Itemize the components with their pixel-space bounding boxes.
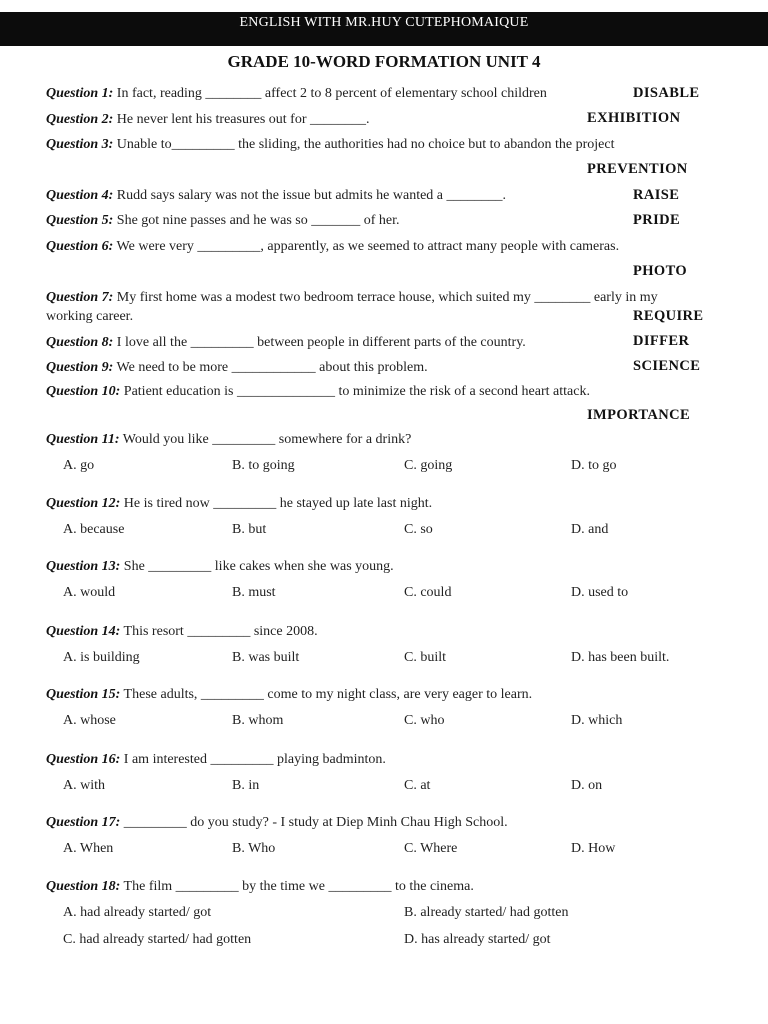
option-a[interactable]: A. had already started/ got bbox=[63, 905, 212, 920]
question-label: Question 6: bbox=[46, 239, 114, 254]
question-text: He never lent his treasures out for ________. bbox=[116, 112, 370, 127]
option-d[interactable]: D. used to bbox=[571, 585, 629, 600]
option-b[interactable]: B. but bbox=[232, 522, 267, 537]
question-label: Question 14: bbox=[46, 624, 121, 639]
question-1 bbox=[46, 85, 547, 103]
question-text: She got nine passes and he was so _______ of her. bbox=[116, 213, 400, 228]
question-text: These adults, _________ come to my night class, are very eager to learn. bbox=[123, 687, 533, 702]
option-b[interactable]: B. in bbox=[232, 778, 260, 793]
question-text: The film _________ by the time we _________ to the cinema. bbox=[123, 879, 474, 894]
option-c[interactable]: C. Where bbox=[404, 841, 458, 856]
option-c[interactable]: C. had already started/ had gotten bbox=[63, 932, 252, 947]
question-label: Question 8: bbox=[46, 335, 114, 350]
question-text: Patient education is ______________ to minimize the risk of a second heart attack. bbox=[123, 384, 590, 399]
keyword: PREVENTION bbox=[587, 161, 688, 177]
option-a[interactable]: A. go bbox=[63, 458, 95, 473]
question-7 bbox=[46, 289, 658, 307]
option-a[interactable]: A. When bbox=[63, 841, 114, 856]
question-4 bbox=[46, 187, 506, 205]
question-label: Question 1: bbox=[46, 86, 114, 101]
question-17 bbox=[46, 814, 508, 832]
question-text: Unable to_________ the sliding, the authorities had no choice but to abandon the project bbox=[116, 137, 615, 152]
option-d[interactable]: D. to go bbox=[571, 458, 617, 473]
question-text: We need to be more ____________ about this problem. bbox=[116, 360, 428, 375]
question-7-continued: working career. bbox=[46, 309, 134, 324]
question-15 bbox=[46, 686, 532, 704]
option-c[interactable]: C. at bbox=[404, 778, 431, 793]
question-9 bbox=[46, 359, 428, 377]
option-b[interactable]: B. whom bbox=[232, 713, 284, 728]
question-label: Question 15: bbox=[46, 687, 121, 702]
option-b[interactable]: B. was built bbox=[232, 650, 300, 665]
question-text: Rudd says salary was not the issue but admits he wanted a ________. bbox=[116, 188, 507, 203]
keyword: DIFFER bbox=[633, 333, 690, 349]
option-c[interactable]: C. so bbox=[404, 522, 433, 537]
question-text: In fact, reading ________ affect 2 to 8 percent of elementary school children bbox=[116, 86, 547, 101]
question-10 bbox=[46, 383, 590, 401]
question-text: _________ do you study? - I study at Diep Minh Chau High School. bbox=[123, 815, 508, 830]
page-title: GRADE 10-WORD FORMATION UNIT 4 bbox=[227, 52, 541, 71]
question-label: Question 17: bbox=[46, 815, 121, 830]
question-label: Question 13: bbox=[46, 559, 121, 574]
question-label: Question 11: bbox=[46, 432, 120, 447]
keyword: PRIDE bbox=[633, 212, 681, 228]
option-d[interactable]: D. How bbox=[571, 841, 616, 856]
question-label: Question 2: bbox=[46, 112, 114, 127]
question-label: Question 9: bbox=[46, 360, 114, 375]
option-b[interactable]: B. already started/ had gotten bbox=[404, 905, 569, 920]
question-label: Question 16: bbox=[46, 752, 121, 767]
question-label: Question 10: bbox=[46, 384, 121, 399]
question-label: Question 12: bbox=[46, 496, 121, 511]
question-label: Question 5: bbox=[46, 213, 114, 228]
option-c[interactable]: C. could bbox=[404, 585, 452, 600]
question-14 bbox=[46, 623, 318, 641]
question-text: He is tired now _________ he stayed up late last night. bbox=[123, 496, 433, 511]
question-13 bbox=[46, 558, 394, 576]
option-b[interactable]: B. must bbox=[232, 585, 276, 600]
option-a[interactable]: A. whose bbox=[63, 713, 116, 728]
keyword: IMPORTANCE bbox=[587, 407, 691, 423]
option-c[interactable]: C. going bbox=[404, 458, 453, 473]
option-b[interactable]: B. to going bbox=[232, 458, 295, 473]
option-d[interactable]: D. and bbox=[571, 522, 609, 537]
option-a[interactable]: A. because bbox=[63, 522, 125, 537]
question-5 bbox=[46, 212, 399, 230]
question-16 bbox=[46, 751, 386, 769]
option-a[interactable]: A. with bbox=[63, 778, 105, 793]
option-d[interactable]: D. which bbox=[571, 713, 623, 728]
question-8 bbox=[46, 334, 526, 352]
question-11 bbox=[46, 431, 411, 449]
question-text: Would you like _________ somewhere for a drink? bbox=[122, 432, 412, 447]
keyword: EXHIBITION bbox=[587, 110, 681, 126]
keyword: REQUIRE bbox=[633, 308, 704, 324]
question-label: Question 7: bbox=[46, 290, 114, 305]
keyword: RAISE bbox=[633, 187, 680, 203]
question-label: Question 3: bbox=[46, 137, 114, 152]
question-6 bbox=[46, 238, 619, 256]
question-18 bbox=[46, 878, 474, 896]
option-c[interactable]: C. built bbox=[404, 650, 447, 665]
question-3 bbox=[46, 136, 614, 154]
option-c[interactable]: C. who bbox=[404, 713, 445, 728]
option-b[interactable]: B. Who bbox=[232, 841, 276, 856]
question-text: I love all the _________ between people in different parts of the country. bbox=[116, 335, 526, 350]
question-label: Question 4: bbox=[46, 188, 114, 203]
option-d[interactable]: D. on bbox=[571, 778, 603, 793]
option-a[interactable]: A. is building bbox=[63, 650, 140, 665]
keyword: SCIENCE bbox=[633, 358, 701, 374]
question-text: I am interested _________ playing badminton. bbox=[123, 752, 386, 767]
question-label: Question 18: bbox=[46, 879, 121, 894]
question-text: This resort _________ since 2008. bbox=[123, 624, 318, 639]
header-text: ENGLISH WITH MR.HUY CUTEPHOMAIQUE bbox=[239, 15, 529, 30]
keyword: PHOTO bbox=[633, 263, 688, 279]
question-text: She _________ like cakes when she was young. bbox=[123, 559, 394, 574]
question-12 bbox=[46, 495, 432, 513]
option-a[interactable]: A. would bbox=[63, 585, 116, 600]
question-text: My first home was a modest two bedroom terrace house, which suited my ________ early in my bbox=[116, 290, 658, 305]
question-text: We were very _________, apparently, as we seemed to attract many people with cameras. bbox=[116, 239, 620, 254]
option-d[interactable]: D. has already started/ got bbox=[404, 932, 551, 947]
option-d[interactable]: D. has been built. bbox=[571, 650, 670, 665]
question-2 bbox=[46, 111, 370, 129]
keyword: DISABLE bbox=[633, 85, 700, 101]
